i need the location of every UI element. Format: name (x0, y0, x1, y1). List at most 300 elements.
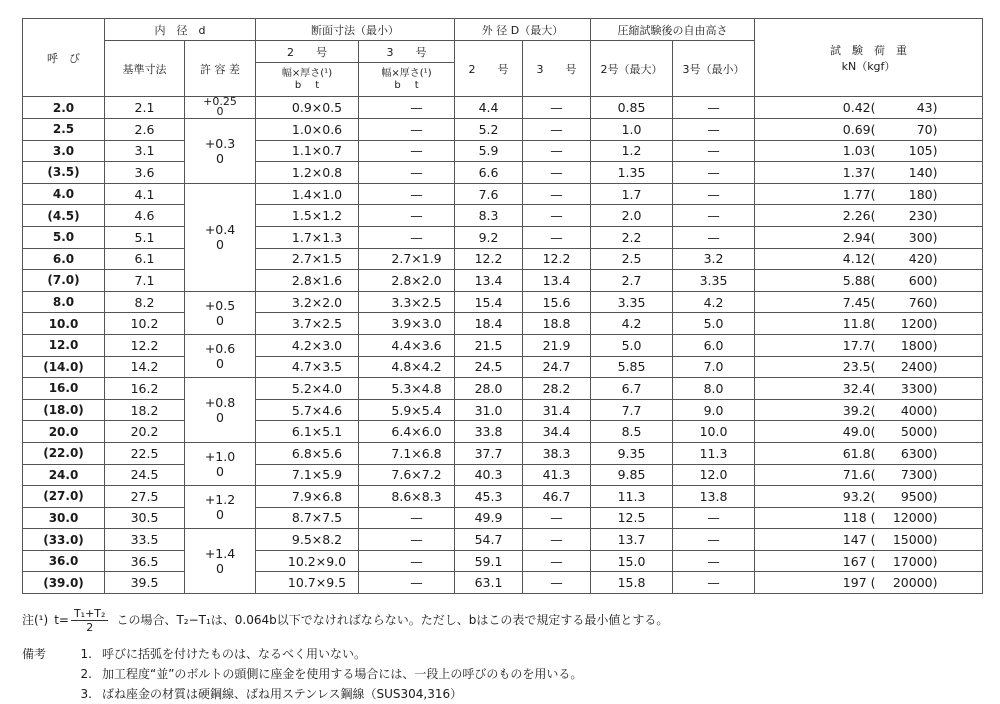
load-kn: 1.77( (842, 186, 876, 202)
cell-free-height-no2: 3.35 (591, 291, 673, 313)
cell-nominal: (33.0) (23, 529, 105, 551)
cell-free-height-no3: — (673, 140, 755, 162)
cell-inner-basic: 39.5 (105, 572, 185, 594)
load-kgf: 7300) (900, 467, 938, 483)
cell-outer-no3: 24.7 (523, 356, 591, 378)
remark-text: ばね座金の材質は硬鋼線、ばね用ステンレス鋼線（SUS304,316） (102, 687, 463, 702)
cell-inner-basic: 20.2 (105, 421, 185, 443)
cell-inner-basic: 4.1 (105, 183, 185, 205)
cell-outer-no2: 8.3 (455, 205, 523, 227)
cell-inner-basic: 33.5 (105, 529, 185, 551)
load-kn: 11.8( (842, 316, 876, 332)
cell-outer-no3: — (523, 550, 591, 572)
cell-section-no3: 3.3×2.5 (359, 291, 455, 313)
cell-free-height-no2: 1.7 (591, 183, 673, 205)
header-outer-no2: 2 号 (455, 41, 523, 97)
cell-nominal: (4.5) (23, 205, 105, 227)
cell-test-load (755, 529, 983, 551)
cell-outer-no3: 41.3 (523, 464, 591, 486)
cell-free-height-no3: 7.0 (673, 356, 755, 378)
cell-outer-no3: 34.4 (523, 421, 591, 443)
header-free-height-no3: 3号（最小） (673, 41, 755, 97)
cell-test-load (755, 334, 983, 356)
cell-test-load (755, 162, 983, 184)
load-kgf: 180) (908, 186, 938, 202)
cell-outer-no3: — (523, 507, 591, 529)
header-load-unit: kN（kgf） (841, 59, 896, 73)
cell-section-no3: 7.6×7.2 (359, 464, 455, 486)
cell-outer-no2: 9.2 (455, 226, 523, 248)
cell-section-no3: — (359, 162, 455, 184)
cell-section-no3: 3.9×3.0 (359, 313, 455, 335)
cell-free-height-no2: 8.5 (591, 421, 673, 443)
cell-section-no2: 5.2×4.0 (256, 378, 359, 400)
header-load-label: 試 験 荷 重 (830, 43, 908, 57)
cell-outer-no2: 63.1 (455, 572, 523, 594)
load-kn: 4.12( (842, 251, 876, 267)
tolerance-plus: +1.2 (204, 492, 236, 508)
tolerance-minus: 0 (216, 561, 224, 577)
load-kn: 147 ( (842, 532, 876, 548)
cell-free-height-no2: 1.35 (591, 162, 673, 184)
tolerance-minus: 0 (216, 237, 224, 253)
cell-section-no2: 3.7×2.5 (256, 313, 359, 335)
cell-nominal: 2.0 (23, 97, 105, 119)
load-kgf: 2400) (900, 359, 938, 375)
tolerance-plus: +1.0 (204, 449, 236, 464)
load-kgf: 43) (916, 100, 938, 115)
cell-outer-no2: 28.0 (455, 378, 523, 400)
load-kn: 2.26( (842, 208, 876, 224)
table-row (23, 97, 983, 119)
cell-test-load (755, 421, 983, 443)
cell-outer-no2: 5.2 (455, 119, 523, 141)
remarks-label: 備考 (22, 647, 47, 662)
cell-outer-no2: 5.9 (455, 140, 523, 162)
cell-outer-no2: 18.4 (455, 313, 523, 335)
load-kn: 0.69( (842, 121, 876, 137)
cell-test-load (755, 550, 983, 572)
load-kn: 7.45( (842, 294, 876, 310)
cell-free-height-no2: 9.35 (591, 442, 673, 464)
tolerance-plus: +0.5 (204, 297, 236, 313)
cell-test-load (755, 399, 983, 421)
cell-inner-tolerance (185, 486, 256, 529)
table-row (23, 421, 983, 443)
remarks-label (22, 684, 66, 704)
load-kn: 197 ( (842, 575, 876, 591)
cell-section-no2: 10.2×9.0 (256, 550, 359, 572)
load-kn: 1.37( (842, 164, 876, 180)
cell-free-height-no3: — (673, 162, 755, 184)
cell-free-height-no2: 2.7 (591, 270, 673, 292)
load-kn: 71.6( (842, 467, 876, 483)
load-kn: 167 ( (842, 553, 876, 569)
cell-inner-basic: 2.1 (105, 97, 185, 119)
cell-section-no3: 4.8×4.2 (359, 356, 455, 378)
cell-free-height-no3: 3.35 (673, 270, 755, 292)
load-kn: 17.7( (842, 337, 876, 353)
cell-section-no2: 6.8×5.6 (256, 442, 359, 464)
header-outer-diameter: 外 径 D（最大） (455, 19, 591, 41)
cell-inner-basic: 4.6 (105, 205, 185, 227)
table-row (23, 529, 983, 551)
cell-inner-basic: 24.5 (105, 464, 185, 486)
cell-free-height-no3: — (673, 550, 755, 572)
load-kn: 32.4( (842, 380, 876, 396)
cell-outer-no3: 12.2 (523, 248, 591, 270)
cell-test-load (755, 572, 983, 594)
cell-inner-basic: 10.2 (105, 313, 185, 335)
cell-section-no2: 4.7×3.5 (256, 356, 359, 378)
cell-inner-basic: 27.5 (105, 486, 185, 508)
cell-section-no3: — (359, 529, 455, 551)
cell-free-height-no3: — (673, 226, 755, 248)
cell-test-load (755, 97, 983, 119)
load-kgf: 15000) (892, 532, 938, 548)
remark-number: 2. (80, 667, 92, 682)
cell-free-height-no3: — (673, 97, 755, 119)
cell-free-height-no2: 9.85 (591, 464, 673, 486)
load-kgf: 9500) (900, 488, 938, 504)
cell-section-no2: 1.1×0.7 (256, 140, 359, 162)
cell-outer-no2: 40.3 (455, 464, 523, 486)
load-kn: 61.8( (842, 445, 876, 461)
spec-sheet (22, 18, 982, 704)
cell-inner-tolerance (185, 529, 256, 594)
cell-inner-tolerance (185, 442, 256, 485)
cell-outer-no2: 54.7 (455, 529, 523, 551)
cell-free-height-no3: 4.2 (673, 291, 755, 313)
note-1 (22, 604, 982, 636)
tolerance-minus: 0 (216, 410, 224, 426)
table-row (23, 291, 983, 313)
cell-inner-basic: 16.2 (105, 378, 185, 400)
cell-free-height-no2: 4.2 (591, 313, 673, 335)
cell-outer-no2: 21.5 (455, 334, 523, 356)
cell-free-height-no3: — (673, 529, 755, 551)
header-wt-no3 (359, 63, 455, 97)
cell-nominal: 6.0 (23, 248, 105, 270)
cell-free-height-no2: 2.2 (591, 226, 673, 248)
table-body (23, 97, 983, 594)
cell-section-no2: 1.7×1.3 (256, 226, 359, 248)
cell-nominal: 24.0 (23, 464, 105, 486)
header-test-load (755, 19, 983, 97)
header-inner-diameter: 内 径 d (105, 19, 256, 41)
cell-section-no2: 3.2×2.0 (256, 291, 359, 313)
cell-nominal: (7.0) (23, 270, 105, 292)
load-kgf: 4000) (900, 402, 938, 418)
cell-free-height-no3: 9.0 (673, 399, 755, 421)
cell-inner-tolerance (185, 183, 256, 291)
cell-inner-tolerance (185, 291, 256, 334)
cell-outer-no2: 15.4 (455, 291, 523, 313)
cell-outer-no3: — (523, 140, 591, 162)
cell-outer-no2: 33.8 (455, 421, 523, 443)
cell-section-no3: — (359, 205, 455, 227)
cell-outer-no3: 28.2 (523, 378, 591, 400)
cell-outer-no2: 59.1 (455, 550, 523, 572)
load-kgf: 17000) (892, 553, 938, 569)
cell-free-height-no2: 1.0 (591, 119, 673, 141)
cell-free-height-no2: 13.7 (591, 529, 673, 551)
cell-inner-basic: 14.2 (105, 356, 185, 378)
cell-section-no3: — (359, 119, 455, 141)
cell-inner-tolerance (185, 97, 256, 119)
load-kgf: 5000) (900, 424, 938, 440)
cell-inner-basic: 3.6 (105, 162, 185, 184)
cell-inner-basic: 6.1 (105, 248, 185, 270)
remark-item (22, 664, 982, 684)
tolerance-plus: +0.25 (203, 95, 237, 108)
table-row (23, 313, 983, 335)
load-kgf: 105) (908, 143, 938, 159)
cell-outer-no3: — (523, 183, 591, 205)
cell-inner-basic: 3.1 (105, 140, 185, 162)
cell-section-no3: 6.4×6.0 (359, 421, 455, 443)
header-nominal: 呼 び (23, 19, 105, 97)
cell-inner-basic: 7.1 (105, 270, 185, 292)
cell-test-load (755, 442, 983, 464)
cell-section-no2: 7.9×6.8 (256, 486, 359, 508)
load-kgf: 300) (908, 229, 938, 245)
cell-nominal: (22.0) (23, 442, 105, 464)
cell-nominal: 8.0 (23, 291, 105, 313)
cell-section-no3: 2.7×1.9 (359, 248, 455, 270)
cell-free-height-no3: — (673, 183, 755, 205)
cell-section-no3: 7.1×6.8 (359, 442, 455, 464)
cell-outer-no2: 24.5 (455, 356, 523, 378)
load-kgf: 420) (908, 251, 938, 267)
table-row (23, 399, 983, 421)
cell-test-load (755, 313, 983, 335)
cell-nominal: (14.0) (23, 356, 105, 378)
cell-outer-no3: 38.3 (523, 442, 591, 464)
cell-test-load (755, 486, 983, 508)
spring-washer-table (22, 18, 983, 594)
tolerance-plus: +0.8 (204, 395, 236, 411)
cell-section-no2: 1.5×1.2 (256, 205, 359, 227)
load-kgf: 20000) (892, 575, 938, 591)
table-row (23, 270, 983, 292)
cell-section-no2: 2.7×1.5 (256, 248, 359, 270)
load-kn: 1.03( (842, 143, 876, 159)
tolerance-plus: +0.6 (204, 341, 236, 357)
cell-nominal: 4.0 (23, 183, 105, 205)
cell-outer-no3: 31.4 (523, 399, 591, 421)
cell-free-height-no3: 13.8 (673, 486, 755, 508)
cell-inner-tolerance (185, 119, 256, 184)
table-row (23, 162, 983, 184)
cell-free-height-no2: 15.0 (591, 550, 673, 572)
cell-section-no3: 5.3×4.8 (359, 378, 455, 400)
header-section-no3: 3 号 (359, 41, 455, 63)
cell-outer-no2: 7.6 (455, 183, 523, 205)
load-kgf: 1800) (900, 337, 938, 353)
cell-section-no3: 5.9×5.4 (359, 399, 455, 421)
load-kn: 93.2( (842, 488, 876, 504)
cell-free-height-no3: — (673, 205, 755, 227)
cell-outer-no3: — (523, 97, 591, 119)
cell-outer-no3: — (523, 162, 591, 184)
remark-number: 1. (80, 647, 92, 662)
cell-nominal: (3.5) (23, 162, 105, 184)
cell-nominal: 30.0 (23, 507, 105, 529)
cell-section-no3: — (359, 572, 455, 594)
cell-outer-no3: — (523, 226, 591, 248)
tolerance-minus: 0 (216, 312, 224, 328)
header-b-symbol: b (294, 79, 316, 91)
cell-inner-basic: 2.6 (105, 119, 185, 141)
cell-outer-no2: 45.3 (455, 486, 523, 508)
cell-inner-basic: 5.1 (105, 226, 185, 248)
remarks-label (22, 664, 66, 684)
cell-free-height-no2: 7.7 (591, 399, 673, 421)
cell-test-load (755, 140, 983, 162)
cell-test-load (755, 183, 983, 205)
load-kn: 39.2( (842, 402, 876, 418)
cell-outer-no3: — (523, 119, 591, 141)
cell-section-no2: 2.8×1.6 (256, 270, 359, 292)
cell-nominal: (27.0) (23, 486, 105, 508)
cell-outer-no3: 13.4 (523, 270, 591, 292)
cell-outer-no3: 46.7 (523, 486, 591, 508)
header-outer-no3: 3 号 (523, 41, 591, 97)
tolerance-plus: +0.3 (204, 135, 236, 151)
cell-inner-tolerance (185, 378, 256, 443)
table-row (23, 334, 983, 356)
cell-free-height-no3: 11.3 (673, 442, 755, 464)
cell-inner-basic: 22.5 (105, 442, 185, 464)
cell-section-no2: 1.2×0.8 (256, 162, 359, 184)
remark-text: 加工程度“並”のボルトの頭側に座金を使用する場合には、一段上の呼びのものを用いる。 (102, 667, 583, 682)
cell-free-height-no2: 5.0 (591, 334, 673, 356)
tolerance-minus: 0 (216, 464, 224, 479)
tolerance-plus: +1.4 (204, 546, 236, 562)
load-kgf: 230) (908, 208, 938, 224)
table-row (23, 464, 983, 486)
tolerance-minus: 0 (216, 356, 224, 372)
cell-free-height-no3: — (673, 119, 755, 141)
table-row (23, 507, 983, 529)
cell-test-load (755, 356, 983, 378)
table-row (23, 248, 983, 270)
remark-number: 3. (80, 687, 92, 702)
cell-test-load (755, 119, 983, 141)
cell-free-height-no2: 2.5 (591, 248, 673, 270)
remark-item (22, 684, 982, 704)
note-text: この場合、T₂−T₁は、0.064b以下でなければならない。ただし、bはこの表で規定する最小値とする。 (116, 613, 669, 628)
cell-test-load (755, 464, 983, 486)
cell-nominal: 16.0 (23, 378, 105, 400)
cell-outer-no3: 15.6 (523, 291, 591, 313)
cell-inner-tolerance (185, 334, 256, 377)
load-kgf: 1200) (900, 316, 938, 332)
cell-free-height-no2: 6.7 (591, 378, 673, 400)
cell-outer-no2: 49.9 (455, 507, 523, 529)
cell-outer-no2: 37.7 (455, 442, 523, 464)
table-row (23, 140, 983, 162)
cell-free-height-no3: 5.0 (673, 313, 755, 335)
header-wt-label: 幅×厚さ(¹) (281, 67, 333, 79)
cell-test-load (755, 378, 983, 400)
cell-section-no3: 2.8×2.0 (359, 270, 455, 292)
cell-outer-no3: 21.9 (523, 334, 591, 356)
cell-test-load (755, 291, 983, 313)
cell-nominal: (39.0) (23, 572, 105, 594)
header-section-no2: 2 号 (256, 41, 359, 63)
cell-nominal: 5.0 (23, 226, 105, 248)
cell-inner-basic: 12.2 (105, 334, 185, 356)
tolerance-minus: 0 (216, 507, 224, 523)
cell-nominal: 3.0 (23, 140, 105, 162)
formula-numerator: T₁+T₂ (71, 607, 108, 621)
cell-test-load (755, 248, 983, 270)
cell-nominal: 2.5 (23, 119, 105, 141)
cell-section-no3: — (359, 226, 455, 248)
cell-section-no3: 8.6×8.3 (359, 486, 455, 508)
formula-denominator: 2 (86, 620, 94, 634)
load-kn: 0.42( (842, 100, 876, 115)
cell-test-load (755, 270, 983, 292)
cell-free-height-no2: 11.3 (591, 486, 673, 508)
cell-section-no2: 5.7×4.6 (256, 399, 359, 421)
table-row (23, 486, 983, 508)
header-inner-basic: 基準寸法 (105, 41, 185, 97)
load-kn: 5.88( (842, 272, 876, 288)
tolerance-minus: 0 (216, 150, 224, 166)
load-kn: 23.5( (842, 359, 876, 375)
load-kgf: 3300) (900, 380, 938, 396)
table-row (23, 205, 983, 227)
load-kgf: 140) (908, 164, 938, 180)
cell-outer-no3: — (523, 572, 591, 594)
cell-section-no2: 6.1×5.1 (256, 421, 359, 443)
cell-section-no3: — (359, 507, 455, 529)
tolerance-plus: +0.4 (204, 222, 236, 238)
load-kgf: 70) (916, 121, 938, 137)
cell-outer-no3: — (523, 529, 591, 551)
header-wt-no2 (256, 63, 359, 97)
cell-free-height-no3: 3.2 (673, 248, 755, 270)
cell-section-no2: 9.5×8.2 (256, 529, 359, 551)
cell-free-height-no2: 1.2 (591, 140, 673, 162)
load-kgf: 760) (908, 294, 938, 310)
cell-section-no3: — (359, 140, 455, 162)
cell-free-height-no2: 12.5 (591, 507, 673, 529)
header-t-symbol: t (315, 79, 334, 91)
cell-nominal: 10.0 (23, 313, 105, 335)
table-row (23, 356, 983, 378)
load-kn: 2.94( (842, 229, 876, 245)
cell-outer-no3: 18.8 (523, 313, 591, 335)
cell-nominal: 12.0 (23, 334, 105, 356)
cell-inner-basic: 30.5 (105, 507, 185, 529)
header-free-height-no2: 2号（最大） (591, 41, 673, 97)
cell-nominal: 20.0 (23, 421, 105, 443)
cell-free-height-no3: 8.0 (673, 378, 755, 400)
remark-text: 呼びに括弧を付けたものは、なるべく用いない。 (102, 647, 367, 662)
load-kn: 49.0( (842, 424, 876, 440)
cell-section-no2: 1.4×1.0 (256, 183, 359, 205)
tolerance-minus: 0 (216, 105, 224, 118)
cell-inner-basic: 18.2 (105, 399, 185, 421)
cell-section-no2: 10.7×9.5 (256, 572, 359, 594)
cell-free-height-no3: 12.0 (673, 464, 755, 486)
notes-section (22, 604, 982, 704)
table-row (23, 226, 983, 248)
